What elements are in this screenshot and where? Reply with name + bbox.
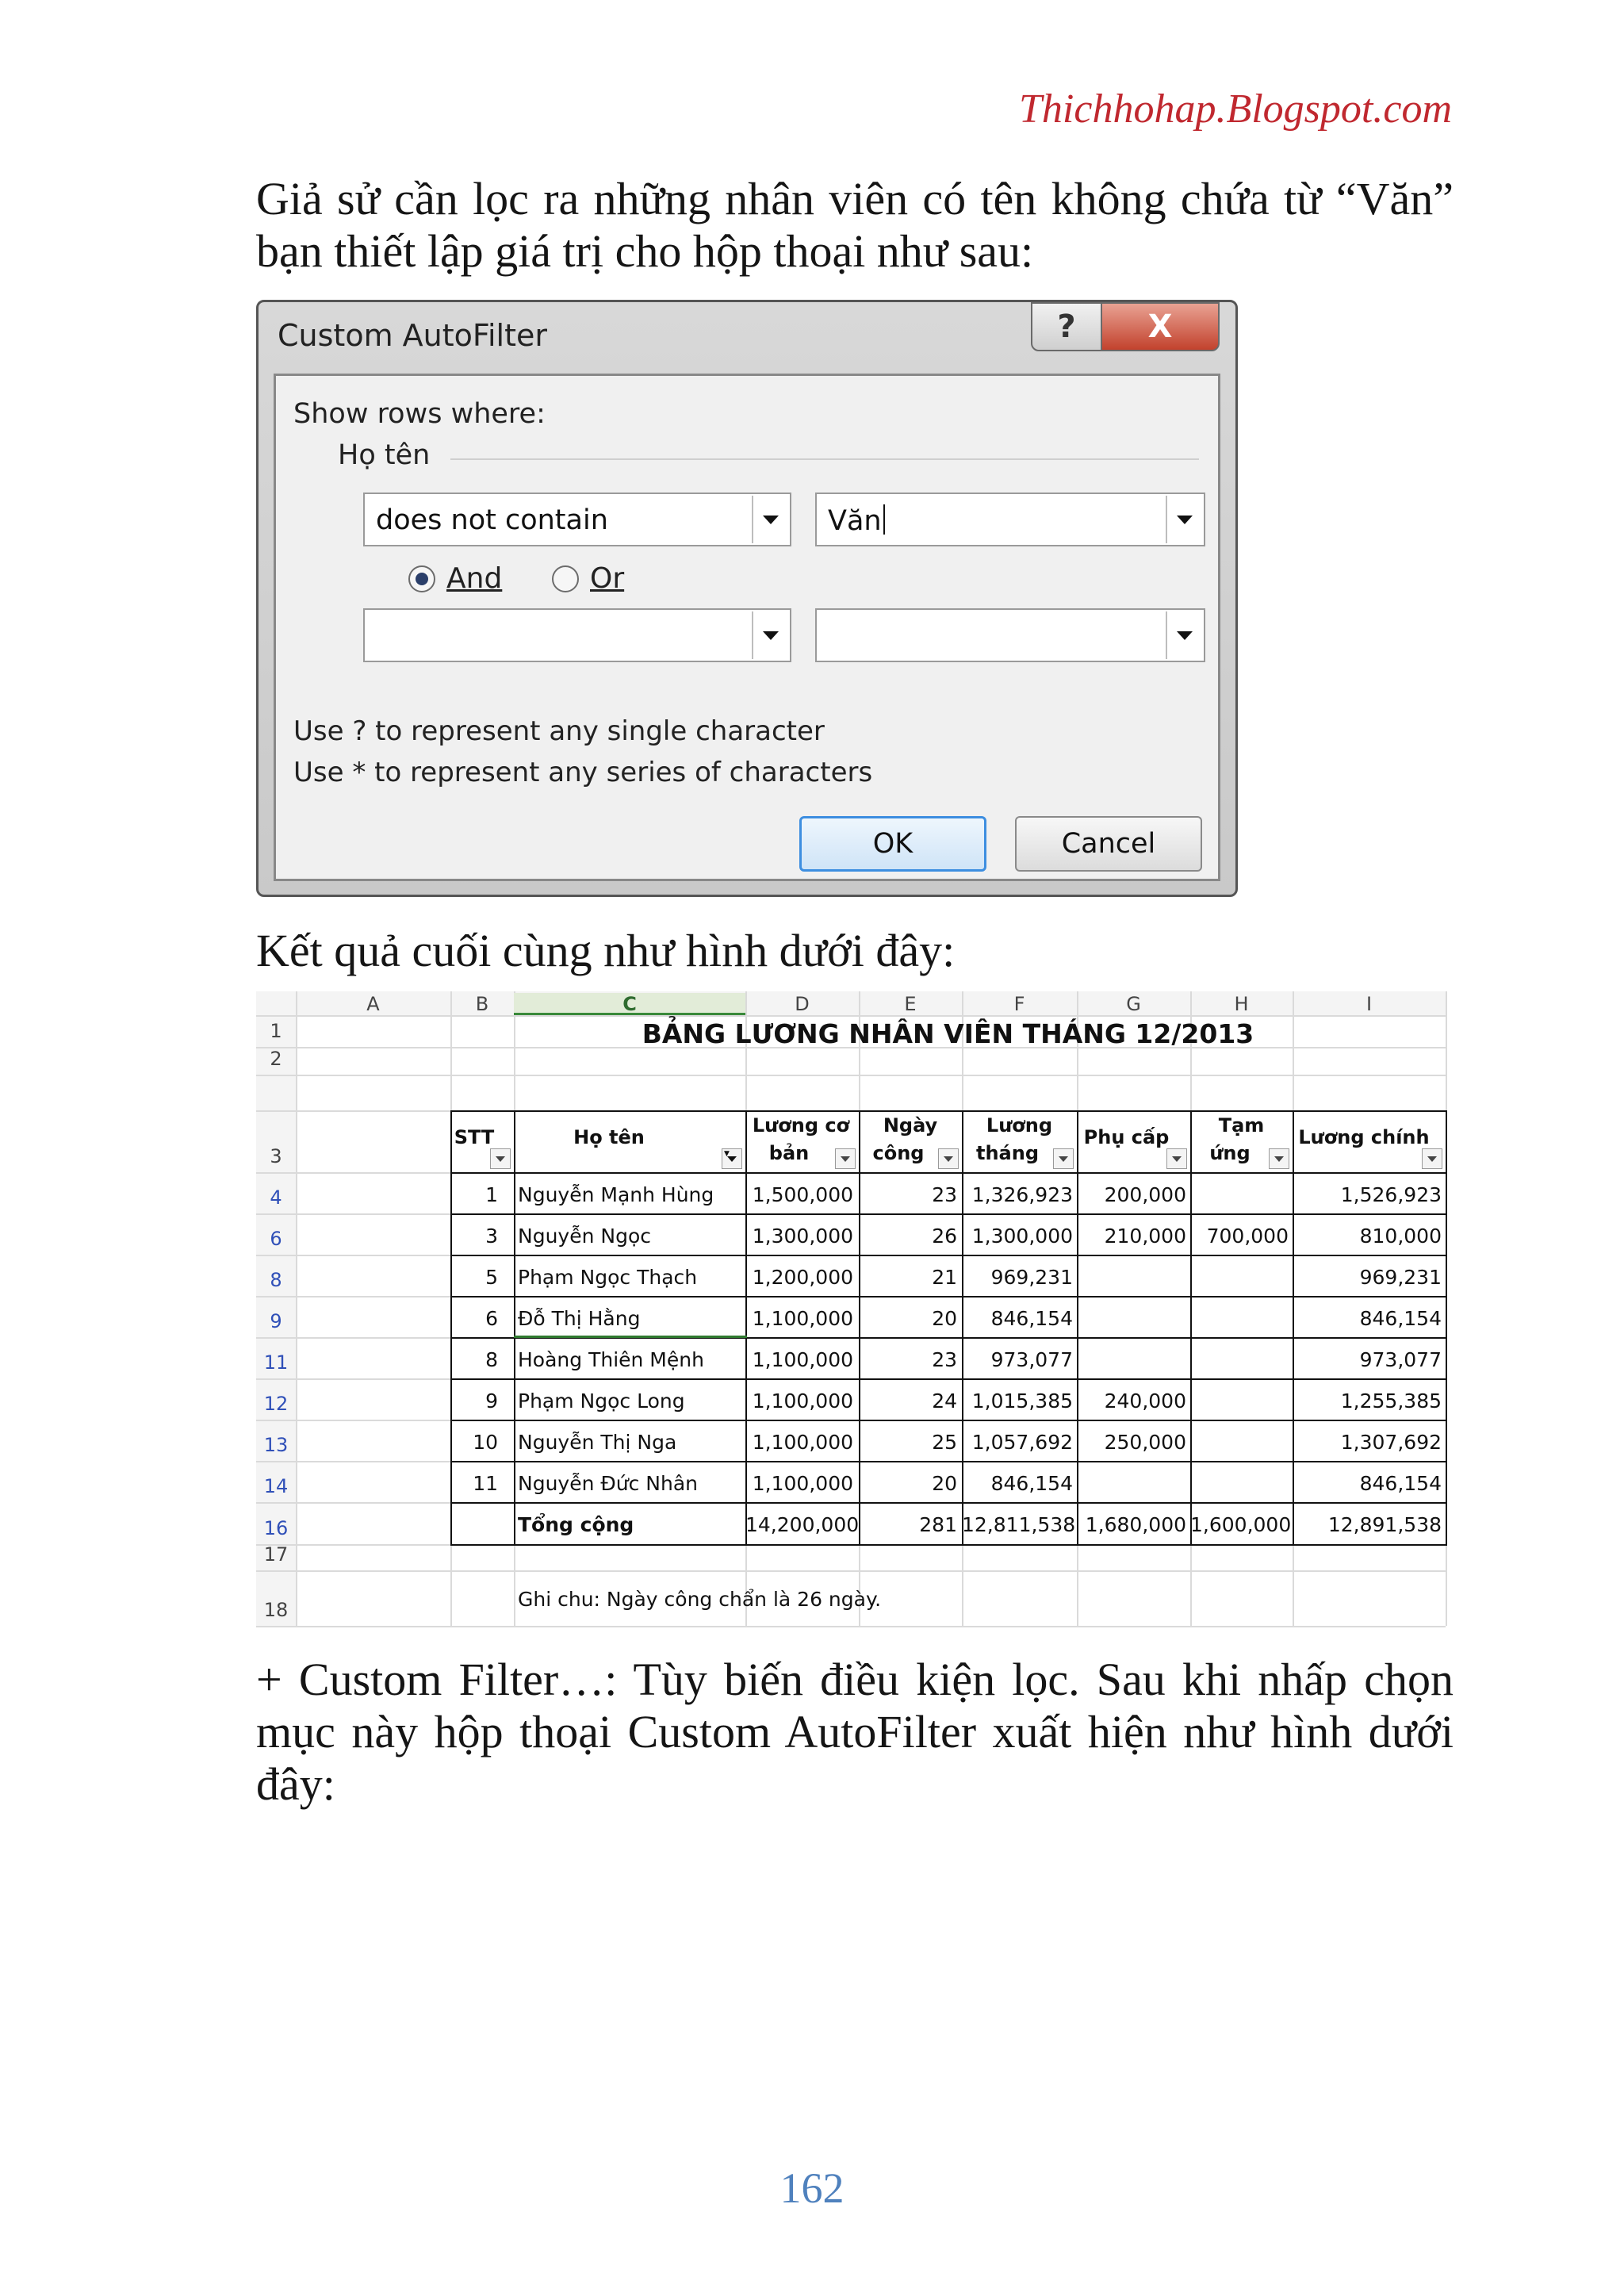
table-border-h xyxy=(450,1378,1447,1380)
cell-days: 23 xyxy=(932,1348,957,1371)
operator2-dropdown-arrow[interactable] xyxy=(752,611,788,659)
ok-button[interactable]: OK xyxy=(799,816,986,872)
cell-monthly: 1,015,385 xyxy=(971,1389,1073,1412)
intro-paragraph: Giả sử cần lọc ra những nhân viên có tên không chứa từ “Văn” bạn thiết lập giá trị cho hộp thoại như sau: xyxy=(256,173,1454,277)
cell-allowance: 200,000 xyxy=(1104,1183,1186,1206)
cell-days: 25 xyxy=(932,1431,957,1454)
cell-monthly: 1,326,923 xyxy=(971,1183,1073,1206)
table-border-h xyxy=(450,1544,1447,1546)
row-number[interactable]: 9 xyxy=(270,1310,282,1332)
row-number[interactable]: 6 xyxy=(270,1228,282,1250)
table-border-h xyxy=(450,1296,1447,1297)
header-name: Họ tên xyxy=(573,1126,645,1148)
name-filter-active-button[interactable] xyxy=(722,1148,742,1169)
row-number[interactable]: 17 xyxy=(263,1543,289,1566)
cell-days: 20 xyxy=(932,1307,957,1330)
cell-base: 1,500,000 xyxy=(752,1183,853,1206)
or-radio[interactable] xyxy=(552,562,624,595)
cell-name: Nguyễn Thị Nga xyxy=(518,1431,677,1454)
row-number[interactable]: 18 xyxy=(263,1599,289,1621)
table-border-h xyxy=(450,1502,1447,1504)
blog-header: Thichhohap.Blogspot.com xyxy=(1019,86,1452,132)
cell-base: 1,100,000 xyxy=(752,1348,853,1371)
column-header[interactable]: D xyxy=(795,993,810,1015)
row-number[interactable]: 8 xyxy=(270,1269,282,1291)
header-net: Lương chính xyxy=(1298,1126,1430,1148)
help-icon: ? xyxy=(1057,309,1076,345)
cell-net: 1,307,692 xyxy=(1340,1431,1442,1454)
sheet-title: BẢNG LƯƠNG NHÂN VIÊN THÁNG 12/2013 xyxy=(642,1018,1254,1049)
filter-dropdown-button[interactable] xyxy=(1269,1148,1289,1169)
field-divider xyxy=(450,458,1199,460)
header-monthly-2: tháng xyxy=(975,1142,1040,1164)
hint-single-char: Use ? to represent any single character xyxy=(293,715,825,747)
column-header[interactable]: A xyxy=(366,993,380,1015)
cell-name: Phạm Ngọc Long xyxy=(518,1389,685,1412)
chevron-down-icon xyxy=(496,1156,505,1162)
cell-net: 1,255,385 xyxy=(1340,1389,1442,1412)
cell-days: 20 xyxy=(932,1472,957,1495)
filter-dropdown-button[interactable] xyxy=(490,1148,511,1169)
header-base-1: Lương cơ xyxy=(752,1114,850,1137)
chevron-down-icon xyxy=(1274,1156,1284,1162)
table-border-h xyxy=(450,1461,1447,1462)
cell-base: 1,100,000 xyxy=(752,1389,853,1412)
page-number: 162 xyxy=(779,2164,845,2212)
column-header[interactable]: C xyxy=(514,993,745,1015)
selected-cell-outline xyxy=(514,1336,747,1338)
operator2-select[interactable] xyxy=(363,608,791,662)
value1-dropdown-arrow[interactable] xyxy=(1166,496,1202,543)
cell-base: 1,200,000 xyxy=(752,1266,853,1289)
column-header[interactable]: E xyxy=(904,993,917,1015)
cell-monthly: 1,057,692 xyxy=(971,1431,1073,1454)
row-number[interactable]: 3 xyxy=(270,1145,282,1167)
or-label: Or xyxy=(590,562,625,595)
cell-net: 1,526,923 xyxy=(1340,1183,1442,1206)
cell-allowance: 250,000 xyxy=(1104,1431,1186,1454)
cell-stt: 6 xyxy=(485,1307,498,1330)
operator1-value: does not contain xyxy=(376,504,608,536)
header-base-2: bản xyxy=(768,1142,810,1164)
cell-net: 846,154 xyxy=(1359,1307,1442,1330)
cell-monthly: 969,231 xyxy=(990,1266,1073,1289)
row-number[interactable]: 16 xyxy=(263,1517,289,1539)
header-stt: STT xyxy=(454,1126,495,1148)
cell-name: Hoàng Thiên Mệnh xyxy=(518,1348,704,1371)
value1-input[interactable] xyxy=(815,493,1205,546)
header-advance-2: ứng xyxy=(1209,1142,1251,1164)
cell-stt: 5 xyxy=(485,1266,498,1289)
and-radio-button[interactable] xyxy=(408,565,435,592)
cell-advance: 700,000 xyxy=(1206,1225,1289,1248)
cell-stt: 1 xyxy=(485,1183,498,1206)
table-border-h xyxy=(450,1110,1447,1112)
total-net: 12,891,538 xyxy=(1327,1513,1442,1536)
header-advance-1: Tạm xyxy=(1218,1114,1265,1137)
chevron-down-icon xyxy=(944,1156,953,1162)
cancel-button[interactable]: Cancel xyxy=(1015,816,1202,872)
cell-net: 973,077 xyxy=(1359,1348,1442,1371)
filter-dropdown-button[interactable] xyxy=(1166,1148,1187,1169)
row-number[interactable]: 13 xyxy=(263,1434,289,1456)
cell-name: Nguyễn Mạnh Hùng xyxy=(518,1183,714,1206)
cell-monthly: 973,077 xyxy=(990,1348,1073,1371)
cell-stt: 3 xyxy=(485,1225,498,1248)
row-number[interactable]: 4 xyxy=(270,1186,282,1209)
field-name-label: Họ tên xyxy=(338,439,431,471)
custom-autofilter-dialog xyxy=(256,300,1238,897)
chevron-down-icon xyxy=(1427,1156,1437,1162)
total-base: 14,200,000 xyxy=(745,1513,860,1536)
and-label: And xyxy=(446,562,503,595)
table-border-v xyxy=(1446,1110,1447,1544)
cell-name: Nguyễn Ngọc xyxy=(518,1225,651,1248)
filter-dropdown-button[interactable] xyxy=(835,1148,856,1169)
chevron-down-icon xyxy=(1177,631,1193,640)
chevron-down-icon xyxy=(1172,1156,1182,1162)
table-border-h xyxy=(450,1420,1447,1421)
cell-base: 1,300,000 xyxy=(752,1225,853,1248)
chevron-down-icon xyxy=(763,516,779,524)
column-header[interactable]: F xyxy=(1013,993,1025,1015)
cell-stt: 10 xyxy=(473,1431,498,1454)
column-header[interactable]: H xyxy=(1234,993,1249,1015)
row-number[interactable]: 14 xyxy=(263,1475,289,1497)
table-border-v xyxy=(1077,1110,1078,1544)
grid-vline xyxy=(296,991,297,1626)
value2-dropdown-arrow[interactable] xyxy=(1166,611,1202,659)
column-header[interactable]: G xyxy=(1126,993,1141,1015)
value1-text: Văn xyxy=(828,504,885,537)
table-border-h xyxy=(450,1213,1447,1215)
cell-base: 1,100,000 xyxy=(752,1307,853,1330)
salary-spreadsheet xyxy=(256,991,1446,1626)
total-label: Tổng cộng xyxy=(518,1513,634,1536)
operator1-dropdown-arrow[interactable] xyxy=(752,496,788,543)
row-number[interactable]: 12 xyxy=(263,1393,289,1415)
row-number[interactable]: 11 xyxy=(263,1351,289,1374)
show-rows-label: Show rows where: xyxy=(293,398,546,430)
result-paragraph: Kết quả cuối cùng như hình dưới đây: xyxy=(256,925,956,976)
cell-name: Phạm Ngọc Thạch xyxy=(518,1266,698,1289)
close-button[interactable] xyxy=(1101,302,1220,351)
header-days-1: Ngày xyxy=(883,1114,938,1137)
header-monthly-1: Lương xyxy=(986,1114,1053,1137)
or-radio-button[interactable] xyxy=(552,565,579,592)
column-header[interactable]: B xyxy=(475,993,489,1015)
grid-hline xyxy=(256,1075,1446,1076)
sheet-note: Ghi chu: Ngày công chẩn là 26 ngày. xyxy=(518,1588,882,1611)
cell-net: 969,231 xyxy=(1359,1266,1442,1289)
cell-monthly: 1,300,000 xyxy=(971,1225,1073,1248)
cell-stt: 8 xyxy=(485,1348,498,1371)
grid-hline xyxy=(256,1626,1446,1627)
help-button[interactable] xyxy=(1031,302,1102,351)
filter-dropdown-button[interactable] xyxy=(1422,1148,1442,1169)
chevron-down-icon xyxy=(841,1156,850,1162)
row-number[interactable]: 1 xyxy=(270,1020,282,1042)
total-days: 281 xyxy=(919,1513,957,1536)
table-border-h xyxy=(450,1172,1447,1174)
total-advance: 1,600,000 xyxy=(1190,1513,1292,1536)
hint-series-chars: Use * to represent any series of characters xyxy=(293,757,873,788)
close-icon: X xyxy=(1147,309,1173,345)
column-header[interactable]: I xyxy=(1365,993,1373,1015)
filter-dropdown-button[interactable] xyxy=(938,1148,959,1169)
cell-net: 846,154 xyxy=(1359,1472,1442,1495)
grid-hline xyxy=(256,1015,1446,1017)
header-allowance: Phụ cấp xyxy=(1083,1126,1170,1148)
chevron-down-icon xyxy=(1177,516,1193,524)
grid-hline xyxy=(256,1570,1446,1572)
cell-name: Đỗ Thị Hằng xyxy=(518,1307,641,1330)
chevron-down-icon xyxy=(763,631,779,640)
table-border-h xyxy=(450,1255,1447,1256)
cell-days: 24 xyxy=(932,1389,957,1412)
total-monthly: 12,811,538 xyxy=(962,1513,1076,1536)
filter-dropdown-button[interactable] xyxy=(1053,1148,1074,1169)
cell-days: 21 xyxy=(932,1266,957,1289)
cell-monthly: 846,154 xyxy=(990,1307,1073,1330)
cell-allowance: 210,000 xyxy=(1104,1225,1186,1248)
value2-input[interactable] xyxy=(815,608,1205,662)
table-border-v xyxy=(514,1110,515,1544)
cell-days: 23 xyxy=(932,1183,957,1206)
cell-base: 1,100,000 xyxy=(752,1472,853,1495)
cell-base: 1,100,000 xyxy=(752,1431,853,1454)
cell-allowance: 240,000 xyxy=(1104,1389,1186,1412)
header-days-2: công xyxy=(872,1142,925,1164)
custom-filter-paragraph: + Custom Filter…: Tùy biến điều kiện lọc. Sau khi nhấp chọn mục này hộp thoại Custom AutoFilter xuất hiện như hình dưới đây: xyxy=(256,1654,1454,1810)
and-radio[interactable] xyxy=(408,562,502,595)
cell-stt: 11 xyxy=(473,1472,498,1495)
operator1-select[interactable] xyxy=(363,493,791,546)
chevron-down-icon xyxy=(1059,1156,1068,1162)
table-border-v xyxy=(1190,1110,1192,1544)
total-allowance: 1,680,000 xyxy=(1085,1513,1186,1536)
dialog-body xyxy=(274,374,1220,881)
cell-monthly: 846,154 xyxy=(990,1472,1073,1495)
cell-name: Nguyễn Đức Nhân xyxy=(518,1472,699,1495)
cell-stt: 9 xyxy=(485,1389,498,1412)
cell-net: 810,000 xyxy=(1359,1225,1442,1248)
cell-days: 26 xyxy=(932,1225,957,1248)
row-number[interactable]: 2 xyxy=(270,1048,282,1070)
dialog-title: Custom AutoFilter xyxy=(278,318,547,353)
funnel-icon: ▼ xyxy=(724,1150,730,1158)
